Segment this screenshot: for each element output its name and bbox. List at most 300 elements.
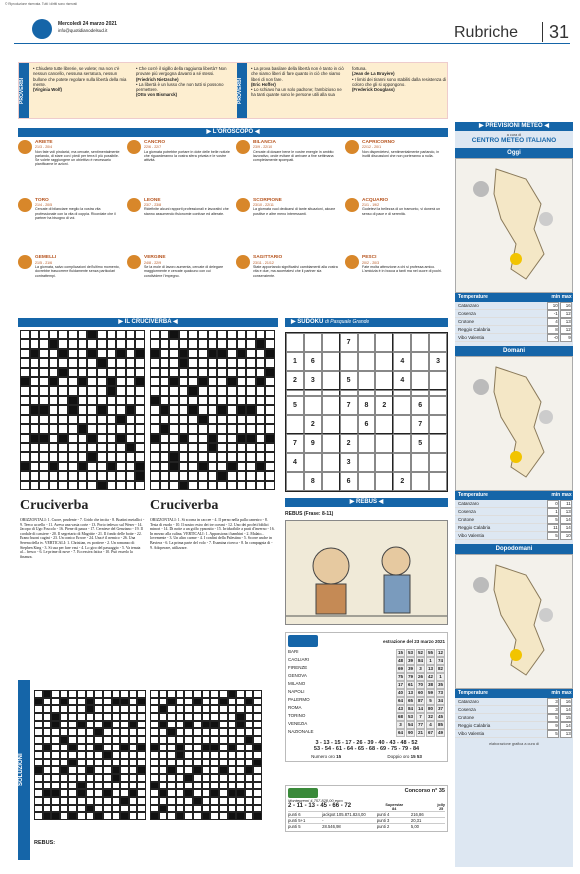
crossword-cell[interactable] xyxy=(227,471,237,480)
solution-cell[interactable] xyxy=(60,690,69,698)
crossword-cell[interactable] xyxy=(188,358,198,367)
crossword-cell[interactable] xyxy=(87,405,97,414)
solution-cell[interactable] xyxy=(137,805,146,813)
crossword-cell[interactable] xyxy=(30,481,40,490)
crossword-cell[interactable] xyxy=(265,396,275,405)
crossword-cell[interactable] xyxy=(58,386,68,395)
solution-cell[interactable] xyxy=(150,690,159,698)
solution-cell[interactable] xyxy=(184,751,193,759)
solution-cell[interactable] xyxy=(184,759,193,767)
sudoku-cell[interactable]: 5 xyxy=(286,396,304,415)
solution-cell[interactable] xyxy=(210,812,219,820)
solution-cell[interactable] xyxy=(159,766,168,774)
solution-cell[interactable] xyxy=(228,713,237,721)
sudoku-cell[interactable]: 2 xyxy=(375,396,393,415)
sudoku-cell[interactable] xyxy=(358,352,376,371)
crossword-cell[interactable] xyxy=(217,452,227,461)
solution-cell[interactable] xyxy=(184,728,193,736)
crossword-cell[interactable] xyxy=(126,358,136,367)
sudoku-cell[interactable]: 7 xyxy=(286,434,304,453)
crossword-cell[interactable] xyxy=(208,415,218,424)
crossword-cell[interactable] xyxy=(116,339,126,348)
solution-cell[interactable] xyxy=(228,728,237,736)
crossword-cell[interactable] xyxy=(246,452,256,461)
solution-cell[interactable] xyxy=(228,805,237,813)
crossword-cell[interactable] xyxy=(58,452,68,461)
crossword-cell[interactable] xyxy=(256,368,266,377)
solution-cell[interactable] xyxy=(129,736,138,744)
crossword-cell[interactable] xyxy=(208,405,218,414)
solution-cell[interactable] xyxy=(167,805,176,813)
solution-cell[interactable] xyxy=(120,690,129,698)
crossword-cell[interactable] xyxy=(246,471,256,480)
crossword-cell[interactable] xyxy=(198,339,208,348)
solution-cell[interactable] xyxy=(51,751,60,759)
solution-cell[interactable] xyxy=(77,728,86,736)
crossword-cell[interactable] xyxy=(217,396,227,405)
crossword-cell[interactable] xyxy=(107,424,117,433)
crossword-cell[interactable] xyxy=(169,405,179,414)
crossword-cell[interactable] xyxy=(198,396,208,405)
solution-cell[interactable] xyxy=(176,797,185,805)
crossword-cell[interactable] xyxy=(217,443,227,452)
solution-cell[interactable] xyxy=(219,789,228,797)
solution-cell[interactable] xyxy=(112,713,121,721)
solution-cell[interactable] xyxy=(103,774,112,782)
crossword-cell[interactable] xyxy=(135,434,145,443)
crossword-cell[interactable] xyxy=(126,424,136,433)
solution-cell[interactable] xyxy=(150,721,159,729)
crossword-cell[interactable] xyxy=(237,462,247,471)
solution-cell[interactable] xyxy=(68,782,77,790)
crossword-cell[interactable] xyxy=(135,358,145,367)
crossword-cell[interactable] xyxy=(30,443,40,452)
solution-cell[interactable] xyxy=(120,774,129,782)
solution-cell[interactable] xyxy=(253,713,262,721)
solution-cell[interactable] xyxy=(150,705,159,713)
solution-cell[interactable] xyxy=(112,705,121,713)
crossword-cell[interactable] xyxy=(126,481,136,490)
crossword-cell[interactable] xyxy=(78,330,88,339)
crossword-cell[interactable] xyxy=(87,396,97,405)
crossword-cell[interactable] xyxy=(217,462,227,471)
crossword-cell[interactable] xyxy=(49,330,59,339)
crossword-cell[interactable] xyxy=(150,443,160,452)
solution-cell[interactable] xyxy=(193,774,202,782)
sudoku-cell[interactable] xyxy=(358,434,376,453)
solution-cell[interactable] xyxy=(253,721,262,729)
crossword-cell[interactable] xyxy=(58,405,68,414)
solution-cell[interactable] xyxy=(245,789,254,797)
solution-cell[interactable] xyxy=(94,690,103,698)
crossword-cell[interactable] xyxy=(208,481,218,490)
solution-cell[interactable] xyxy=(43,797,52,805)
crossword-cell[interactable] xyxy=(169,339,179,348)
solution-cell[interactable] xyxy=(51,797,60,805)
solution-cell[interactable] xyxy=(150,797,159,805)
solution-cell[interactable] xyxy=(103,736,112,744)
solution-cell[interactable] xyxy=(77,751,86,759)
solution-cell[interactable] xyxy=(51,705,60,713)
crossword-cell[interactable] xyxy=(39,358,49,367)
solution-cell[interactable] xyxy=(112,789,121,797)
solution-cell[interactable] xyxy=(159,690,168,698)
crossword-cell[interactable] xyxy=(150,452,160,461)
solution-cell[interactable] xyxy=(129,690,138,698)
crossword-cell[interactable] xyxy=(39,330,49,339)
crossword-cell[interactable] xyxy=(116,443,126,452)
crossword-cell[interactable] xyxy=(256,424,266,433)
crossword-cell[interactable] xyxy=(116,452,126,461)
crossword-cell[interactable] xyxy=(49,358,59,367)
sudoku-cell[interactable] xyxy=(411,333,429,352)
solution-cell[interactable] xyxy=(193,789,202,797)
solution-cell[interactable] xyxy=(159,751,168,759)
sudoku-cell[interactable] xyxy=(358,371,376,390)
sudoku-cell[interactable] xyxy=(322,352,340,371)
solution-cell[interactable] xyxy=(210,797,219,805)
crossword-cell[interactable] xyxy=(20,349,30,358)
crossword-cell[interactable] xyxy=(20,368,30,377)
crossword-cell[interactable] xyxy=(160,452,170,461)
crossword-cell[interactable] xyxy=(20,443,30,452)
crossword-cell[interactable] xyxy=(30,339,40,348)
crossword-cell[interactable] xyxy=(256,415,266,424)
solution-cell[interactable] xyxy=(193,812,202,820)
solution-cell[interactable] xyxy=(219,782,228,790)
crossword-cell[interactable] xyxy=(208,396,218,405)
crossword-cell[interactable] xyxy=(150,471,160,480)
solution-cell[interactable] xyxy=(94,759,103,767)
solution-cell[interactable] xyxy=(184,766,193,774)
solution-cell[interactable] xyxy=(120,713,129,721)
solution-cell[interactable] xyxy=(129,805,138,813)
crossword-cell[interactable] xyxy=(20,339,30,348)
solution-cell[interactable] xyxy=(43,766,52,774)
solution-cell[interactable] xyxy=(86,759,95,767)
solution-cell[interactable] xyxy=(137,721,146,729)
crossword-cell[interactable] xyxy=(246,424,256,433)
sudoku-cell[interactable] xyxy=(286,472,304,491)
solution-cell[interactable] xyxy=(219,774,228,782)
crossword-cell[interactable] xyxy=(237,368,247,377)
solution-cell[interactable] xyxy=(68,721,77,729)
crossword-cell[interactable] xyxy=(97,386,107,395)
crossword-cell[interactable] xyxy=(107,415,117,424)
sudoku-cell[interactable] xyxy=(322,396,340,415)
crossword-cell[interactable] xyxy=(126,452,136,461)
crossword-cell[interactable] xyxy=(58,443,68,452)
crossword-cell[interactable] xyxy=(179,415,189,424)
solution-cell[interactable] xyxy=(193,744,202,752)
solution-cell[interactable] xyxy=(245,721,254,729)
crossword-cell[interactable] xyxy=(107,349,117,358)
crossword-cell[interactable] xyxy=(179,377,189,386)
solution-cell[interactable] xyxy=(176,705,185,713)
crossword-cell[interactable] xyxy=(179,386,189,395)
crossword-cell[interactable] xyxy=(246,462,256,471)
solution-cell[interactable] xyxy=(245,797,254,805)
solution-cell[interactable] xyxy=(43,774,52,782)
crossword-cell[interactable] xyxy=(160,415,170,424)
crossword-cell[interactable] xyxy=(265,471,275,480)
solution-cell[interactable] xyxy=(193,782,202,790)
sudoku-cell[interactable] xyxy=(358,472,376,491)
solution-cell[interactable] xyxy=(193,721,202,729)
solution-cell[interactable] xyxy=(51,728,60,736)
crossword-cell[interactable] xyxy=(169,396,179,405)
crossword-cell[interactable] xyxy=(87,424,97,433)
solution-cell[interactable] xyxy=(167,721,176,729)
crossword-cell[interactable] xyxy=(20,358,30,367)
solution-cell[interactable] xyxy=(94,698,103,706)
crossword-cell[interactable] xyxy=(20,452,30,461)
crossword-cell[interactable] xyxy=(227,349,237,358)
crossword-cell[interactable] xyxy=(49,471,59,480)
sudoku-cell[interactable] xyxy=(375,333,393,352)
solution-cell[interactable] xyxy=(68,774,77,782)
crossword-cell[interactable] xyxy=(97,330,107,339)
crossword-cell[interactable] xyxy=(58,471,68,480)
sudoku-cell[interactable] xyxy=(340,415,358,434)
solution-cell[interactable] xyxy=(210,774,219,782)
solution-cell[interactable] xyxy=(86,728,95,736)
crossword-cell[interactable] xyxy=(150,481,160,490)
crossword-cell[interactable] xyxy=(227,330,237,339)
solution-cell[interactable] xyxy=(167,713,176,721)
crossword-cell[interactable] xyxy=(87,339,97,348)
solution-cell[interactable] xyxy=(86,736,95,744)
crossword-cell[interactable] xyxy=(208,358,218,367)
solution-cell[interactable] xyxy=(184,713,193,721)
solution-cell[interactable] xyxy=(202,782,211,790)
crossword-cell[interactable] xyxy=(126,471,136,480)
solution-cell[interactable] xyxy=(43,698,52,706)
sudoku-cell[interactable] xyxy=(411,371,429,390)
crossword-cell[interactable] xyxy=(97,462,107,471)
crossword-cell[interactable] xyxy=(188,349,198,358)
crossword-cell[interactable] xyxy=(135,330,145,339)
sudoku-cell[interactable] xyxy=(322,453,340,472)
sudoku-cell[interactable] xyxy=(375,371,393,390)
sudoku-cell[interactable]: 6 xyxy=(358,415,376,434)
solution-cell[interactable] xyxy=(51,698,60,706)
solution-cell[interactable] xyxy=(150,774,159,782)
solution-cell[interactable] xyxy=(77,759,86,767)
crossword-cell[interactable] xyxy=(107,339,117,348)
solution-cell[interactable] xyxy=(34,690,43,698)
sudoku-cell[interactable]: 5 xyxy=(411,434,429,453)
sudoku-cell[interactable] xyxy=(411,453,429,472)
sudoku-cell[interactable]: 6 xyxy=(411,396,429,415)
solution-cell[interactable] xyxy=(167,705,176,713)
solution-cell[interactable] xyxy=(112,744,121,752)
solution-cell[interactable] xyxy=(228,736,237,744)
solution-cell[interactable] xyxy=(94,774,103,782)
crossword-cell[interactable] xyxy=(217,481,227,490)
solution-cell[interactable] xyxy=(219,744,228,752)
solution-cell[interactable] xyxy=(184,698,193,706)
solution-cell[interactable] xyxy=(43,705,52,713)
solution-cell[interactable] xyxy=(236,766,245,774)
crossword-cell[interactable] xyxy=(198,481,208,490)
crossword-cell[interactable] xyxy=(97,368,107,377)
crossword-cell[interactable] xyxy=(30,368,40,377)
crossword-cell[interactable] xyxy=(68,386,78,395)
crossword-cell[interactable] xyxy=(246,386,256,395)
crossword-cell[interactable] xyxy=(20,424,30,433)
solution-cell[interactable] xyxy=(77,698,86,706)
solution-cell[interactable] xyxy=(219,759,228,767)
crossword-cell[interactable] xyxy=(68,339,78,348)
crossword-cell[interactable] xyxy=(246,339,256,348)
crossword-cell[interactable] xyxy=(179,339,189,348)
crossword-cell[interactable] xyxy=(78,396,88,405)
crossword-cell[interactable] xyxy=(160,349,170,358)
sudoku-cell[interactable]: 8 xyxy=(304,472,322,491)
crossword-cell[interactable] xyxy=(87,415,97,424)
solution-cell[interactable] xyxy=(167,789,176,797)
solution-cell[interactable] xyxy=(202,698,211,706)
solution-cell[interactable] xyxy=(184,797,193,805)
solution-cell[interactable] xyxy=(228,774,237,782)
crossword-cell[interactable] xyxy=(237,443,247,452)
crossword-cell[interactable] xyxy=(188,368,198,377)
solution-cell[interactable] xyxy=(202,690,211,698)
crossword-cell[interactable] xyxy=(126,330,136,339)
solution-cell[interactable] xyxy=(77,812,86,820)
crossword-cell[interactable] xyxy=(107,452,117,461)
crossword-cell[interactable] xyxy=(227,434,237,443)
solution-cell[interactable] xyxy=(253,789,262,797)
crossword-cell[interactable] xyxy=(217,434,227,443)
crossword-cell[interactable] xyxy=(188,330,198,339)
solution-cell[interactable] xyxy=(129,759,138,767)
solution-cell[interactable] xyxy=(94,713,103,721)
solution-cell[interactable] xyxy=(120,789,129,797)
solution-cell[interactable] xyxy=(236,774,245,782)
crossword-cell[interactable] xyxy=(198,405,208,414)
solution-cell[interactable] xyxy=(120,728,129,736)
sudoku-grid[interactable] xyxy=(285,332,448,492)
solution-cell[interactable] xyxy=(236,751,245,759)
solution-cell[interactable] xyxy=(103,805,112,813)
solution-cell[interactable] xyxy=(103,690,112,698)
solution-cell[interactable] xyxy=(253,705,262,713)
solution-cell[interactable] xyxy=(77,690,86,698)
solution-cell[interactable] xyxy=(245,812,254,820)
solution-cell[interactable] xyxy=(228,698,237,706)
crossword-cell[interactable] xyxy=(78,349,88,358)
solution-cell[interactable] xyxy=(150,728,159,736)
crossword-cell[interactable] xyxy=(68,424,78,433)
crossword-cell[interactable] xyxy=(116,377,126,386)
solution-cell[interactable] xyxy=(219,713,228,721)
crossword-cell[interactable] xyxy=(58,481,68,490)
crossword-cell[interactable] xyxy=(58,358,68,367)
sudoku-cell[interactable] xyxy=(393,434,411,453)
solution-cell[interactable] xyxy=(202,713,211,721)
solution-cell[interactable] xyxy=(167,812,176,820)
solution-cell[interactable] xyxy=(129,744,138,752)
crossword-cell[interactable] xyxy=(20,396,30,405)
solution-cell[interactable] xyxy=(94,782,103,790)
solution-cell[interactable] xyxy=(202,728,211,736)
sudoku-cell[interactable] xyxy=(411,472,429,491)
crossword-cell[interactable] xyxy=(188,471,198,480)
solution-cell[interactable] xyxy=(77,713,86,721)
solution-cell[interactable] xyxy=(34,789,43,797)
crossword-cell[interactable] xyxy=(39,462,49,471)
crossword-cell[interactable] xyxy=(227,358,237,367)
solution-cell[interactable] xyxy=(137,713,146,721)
solution-cell[interactable] xyxy=(86,713,95,721)
crossword-cell[interactable] xyxy=(135,424,145,433)
solution-cell[interactable] xyxy=(68,690,77,698)
crossword-cell[interactable] xyxy=(107,396,117,405)
crossword-cell[interactable] xyxy=(30,386,40,395)
solution-cell[interactable] xyxy=(159,774,168,782)
solution-cell[interactable] xyxy=(253,690,262,698)
crossword-cell[interactable] xyxy=(188,424,198,433)
crossword-cell[interactable] xyxy=(198,349,208,358)
solution-cell[interactable] xyxy=(150,766,159,774)
crossword-cell[interactable] xyxy=(116,396,126,405)
crossword-cell[interactable] xyxy=(126,434,136,443)
crossword-cell[interactable] xyxy=(179,443,189,452)
sudoku-cell[interactable] xyxy=(340,352,358,371)
sudoku-cell[interactable] xyxy=(304,333,322,352)
crossword-cell[interactable] xyxy=(78,415,88,424)
crossword-cell[interactable] xyxy=(78,471,88,480)
sudoku-cell[interactable] xyxy=(322,472,340,491)
sudoku-cell[interactable] xyxy=(358,453,376,472)
solution-cell[interactable] xyxy=(137,774,146,782)
crossword-cell[interactable] xyxy=(169,443,179,452)
crossword-cell[interactable] xyxy=(107,434,117,443)
solution-cell[interactable] xyxy=(129,713,138,721)
crossword-cell[interactable] xyxy=(49,481,59,490)
crossword-cell[interactable] xyxy=(265,386,275,395)
solution-cell[interactable] xyxy=(103,744,112,752)
crossword-cell[interactable] xyxy=(150,424,160,433)
crossword-cell[interactable] xyxy=(160,481,170,490)
solution-cell[interactable] xyxy=(129,782,138,790)
crossword-cell[interactable] xyxy=(39,415,49,424)
crossword-cell[interactable] xyxy=(246,330,256,339)
crossword-cell[interactable] xyxy=(188,452,198,461)
crossword-cell[interactable] xyxy=(150,368,160,377)
crossword-cell[interactable] xyxy=(208,330,218,339)
crossword-cell[interactable] xyxy=(78,405,88,414)
crossword-cell[interactable] xyxy=(107,471,117,480)
solution-cell[interactable] xyxy=(219,812,228,820)
sudoku-cell[interactable] xyxy=(393,396,411,415)
solution-cell[interactable] xyxy=(120,736,129,744)
solution-cell[interactable] xyxy=(129,728,138,736)
solution-cell[interactable] xyxy=(34,705,43,713)
crossword-cell[interactable] xyxy=(135,405,145,414)
solution-cell[interactable] xyxy=(228,751,237,759)
crossword-cell[interactable] xyxy=(169,349,179,358)
solution-cell[interactable] xyxy=(159,797,168,805)
solution-cell[interactable] xyxy=(167,751,176,759)
crossword-cell[interactable] xyxy=(217,358,227,367)
crossword-cell[interactable] xyxy=(116,330,126,339)
crossword-cell[interactable] xyxy=(49,396,59,405)
solution-cell[interactable] xyxy=(228,705,237,713)
crossword-cell[interactable] xyxy=(227,405,237,414)
